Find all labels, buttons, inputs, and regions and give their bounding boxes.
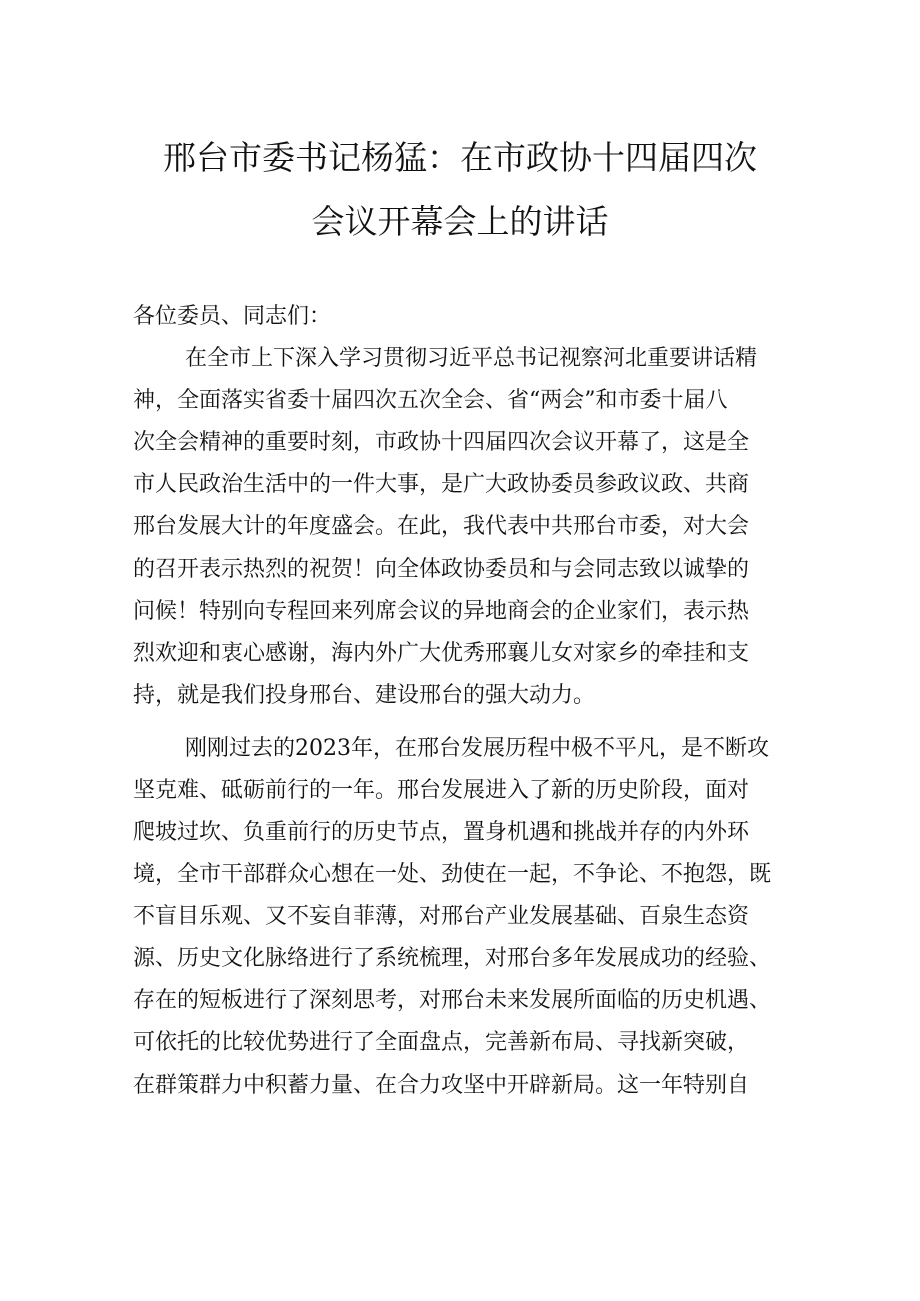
paragraph-1-line: 次全会精神的重要时刻，市政协十四届四次会议开幕了，这是全 — [133, 430, 750, 455]
document-title-line-2: 会议开幕会上的讲话 — [311, 202, 609, 241]
paragraph-2-line: 境，全市干部群众心想在一处、劲使在一起，不争论、不抱怨，既 — [133, 862, 772, 887]
paragraph-1-line: 烈欢迎和衷心感谢，海内外广大优秀邢襄儿女对家乡的牵挂和支 — [133, 641, 750, 666]
paragraph-1-line: 神，全面落实省委十届四次五次全会、省“两会”和市委十届八 — [133, 388, 728, 413]
paragraph-1-line: 市人民政治生活中的一件大事，是广大政协委员参政议政、共商 — [133, 472, 750, 497]
paragraph-2-line: 坚克难、砥砺前行的一年。邢台发展进入了新的历史阶段，面对 — [133, 778, 750, 803]
paragraph-2-line: 可依托的比较优势进行了全面盘点，完善新布局、寻找新突破， — [133, 1030, 750, 1055]
paragraph-2-line: 刚刚过去的2023年，在邢台发展历程中极不平凡，是不断攻 — [185, 736, 769, 761]
paragraph-2-line: 源、历史文化脉络进行了系统梳理，对邢台多年发展成功的经验、 — [133, 946, 772, 971]
paragraph-1-line: 邢台发展大计的年度盛会。在此，我代表中共邢台市委，对大会 — [133, 514, 750, 539]
paragraph-1-line: 持，就是我们投身邢台、建设邢台的强大动力。 — [133, 683, 596, 708]
paragraph-2-line: 存在的短板进行了深刻思考，对邢台未来发展所面临的历史机遇、 — [133, 988, 772, 1013]
paragraph-1-line: 的召开表示热烈的祝贺！向全体政协委员和与会同志致以诚挚的 — [133, 557, 750, 582]
salutation: 各位委员、同志们： — [133, 304, 332, 329]
paragraph-1-line: 在全市上下深入学习贯彻习近平总书记视察河北重要讲话精 — [185, 346, 758, 371]
paragraph-2-line: 爬坡过坎、负重前行的历史节点，置身机遇和挑战并存的内外环 — [133, 820, 750, 845]
document-title-line-1: 邢台市委书记杨猛：在市政协十四届四次 — [163, 138, 757, 177]
paragraph-2-line: 在群策群力中积蓄力量、在合力攻坚中开辟新局。这一年特别自 — [133, 1073, 750, 1098]
paragraph-1-line: 问候！特别向专程回来列席会议的异地商会的企业家们，表示热 — [133, 599, 750, 624]
paragraph-2-line: 不盲目乐观、又不妄自菲薄，对邢台产业发展基础、百泉生态资 — [133, 904, 750, 929]
